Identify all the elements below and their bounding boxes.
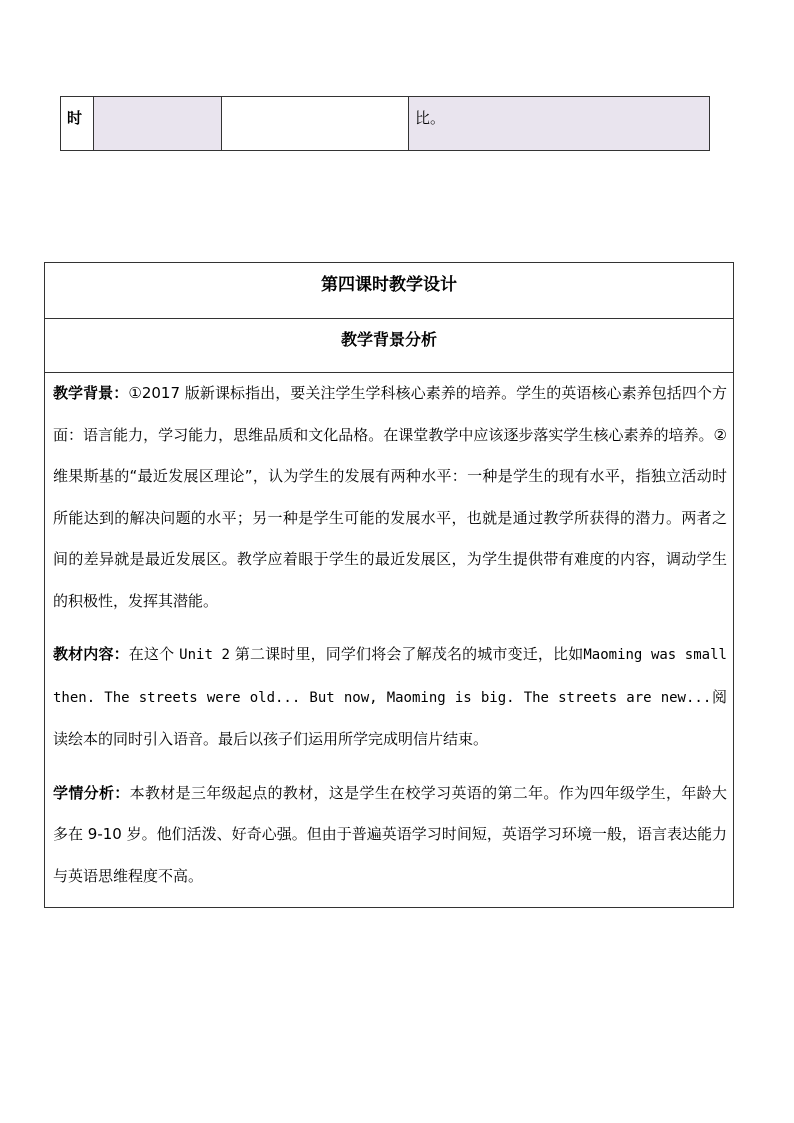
content-paragraph xyxy=(53,634,727,761)
learner-paragraph xyxy=(53,773,727,898)
content-text-before: 在这个 xyxy=(128,645,175,663)
previous-table-fragment xyxy=(60,96,710,151)
time-label-cell: 时 xyxy=(61,97,94,151)
content-text-after: 阅读绘本的同时引入语音。最后以孩子们运用所学完成明信片结束。 xyxy=(53,687,727,748)
empty-cell xyxy=(222,97,409,151)
learner-text: 本教材是三年级起点的教材，这是学生在校学习英语的第二年。作为四年级学生，年龄大多在 9-10 岁。他们活泼、好奇心强。但由于普遍英语学习时间短，英语学习环境一般，语言表达能力与英语思维程度不高。 xyxy=(53,783,727,885)
table-row xyxy=(61,97,710,151)
background-label: 教学背景： xyxy=(53,384,129,402)
background-text: ①2017 版新课标指出，要关注学生学科核心素养的培养。学生的英语核心素养包括四个方面：语言能力，学习能力，思维品质和文化品格。在课堂教学中应该逐步落实学生核心素养的培养。②维果斯基的“最近发展区理论”，认为学生的发展有两种水平：一种是学生的现有水平，指独立活动时所能达到的解决问题的水平；另一种是学生可能的发展水平，也就是通过教学所获得的潜力。两者之间的差异就是最近发展区。教学应着眼于学生的最近发展区，为学生提供带有难度的内容，调动学生的积极性，发挥其潜能。 xyxy=(53,384,727,610)
background-paragraph xyxy=(53,373,727,622)
unit-name: Unit 2 xyxy=(179,647,230,663)
content-label: 教材内容： xyxy=(53,645,129,663)
empty-cell xyxy=(94,97,222,151)
text-cell: 比。 xyxy=(409,97,710,151)
analysis-content xyxy=(45,373,733,907)
section-title: 教学背景分析 xyxy=(45,319,733,373)
lesson-design-table xyxy=(44,262,734,908)
content-text-mid: 第二课时里，同学们将会了解茂名的城市变迁，比如 xyxy=(234,645,584,663)
lesson-title: 第四课时教学设计 xyxy=(45,263,733,319)
learner-label: 学情分析： xyxy=(53,783,130,802)
english-example: Maoming was small then. The streets were old... But now, Maoming is big. The streets are new... xyxy=(53,647,727,706)
